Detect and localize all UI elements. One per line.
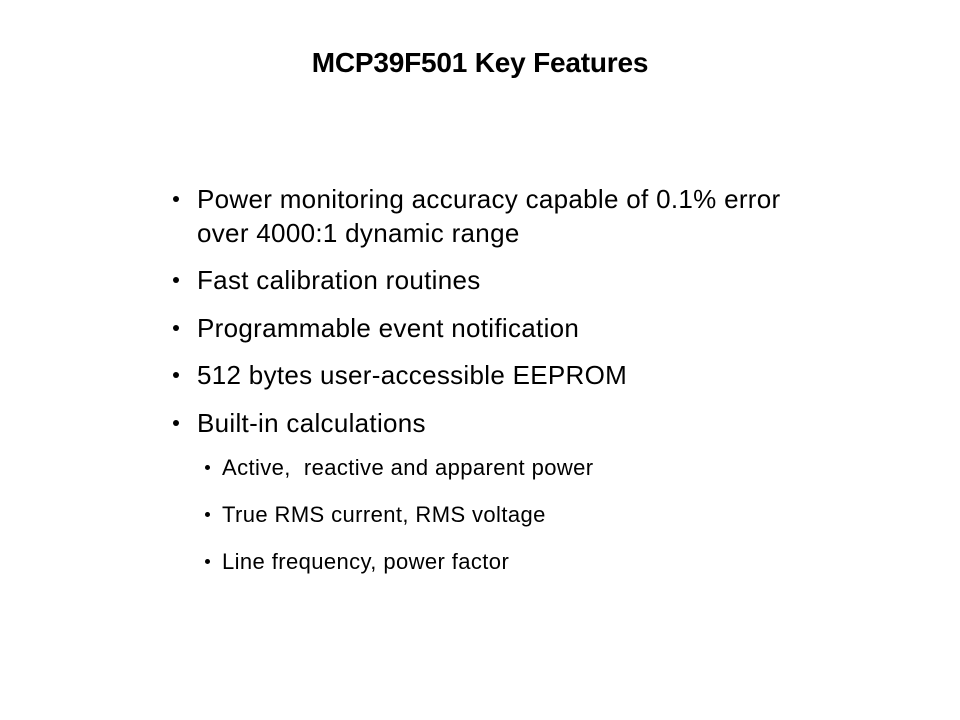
bullet-text: Power monitoring accuracy capable of 0.1% error over 4000:1 dynamic range (197, 184, 789, 248)
bullet-icon (205, 559, 210, 564)
bullet-icon (205, 465, 210, 470)
bullet-item-fast-calibration (172, 264, 822, 298)
bullet-icon (205, 512, 210, 517)
sub-bullet-item-power-types (205, 454, 822, 482)
bullet-item-built-in-calculations (172, 407, 822, 441)
bullet-icon (173, 196, 179, 202)
bullet-item-power-monitoring (172, 183, 822, 250)
bullet-text: Fast calibration routines (197, 265, 481, 295)
bullet-text: Line frequency, power factor (222, 549, 510, 574)
bullet-text: True RMS current, RMS voltage (222, 502, 546, 527)
bullet-text: Built-in calculations (197, 407, 426, 438)
bullet-list (172, 183, 822, 595)
bullet-icon (173, 277, 179, 283)
bullet-item-eeprom (172, 359, 822, 393)
bullet-text: 512 bytes user-accessible EEPROM (197, 360, 628, 390)
sub-bullet-item-line-frequency (205, 548, 822, 576)
bullet-icon (173, 420, 179, 426)
bullet-icon (173, 325, 179, 331)
sub-bullet-item-rms (205, 501, 822, 529)
bullet-item-event-notification (172, 312, 822, 346)
bullet-icon (173, 372, 179, 378)
bullet-text: Programmable event notification (197, 312, 580, 343)
slide-title: MCP39F501 Key Features (311, 47, 649, 78)
bullet-text: Active, reactive and apparent power (222, 455, 594, 480)
